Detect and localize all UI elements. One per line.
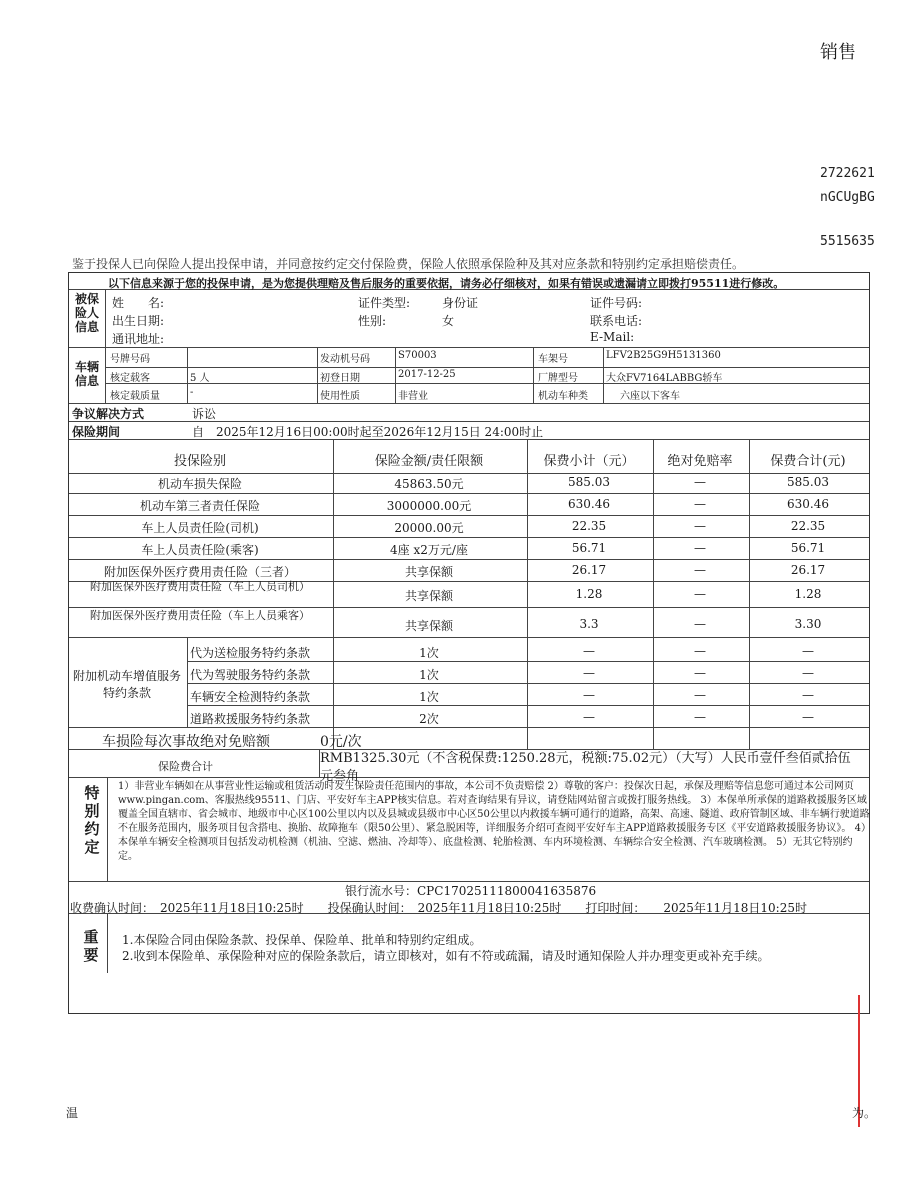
coverage-amount: 45863.50元 — [394, 477, 464, 491]
reference-number-1: 2722621 — [820, 166, 875, 181]
id-type-value: 身份证 — [442, 296, 479, 310]
plate-label: 号牌号码 — [110, 354, 150, 365]
coverage-deductible: — — [694, 475, 706, 489]
engine-label: 发动机号码 — [320, 354, 370, 365]
reference-number-3: 5515635 — [820, 234, 875, 249]
coverage-name: 车上人员责任险(乘客) — [141, 543, 259, 557]
coverage-name: 机动车第三者责任保险 — [139, 499, 260, 513]
coverage-deductible: — — [694, 563, 706, 577]
coverage-subtotal: 56.71 — [571, 541, 607, 555]
insured-name-label: 姓 名: — [112, 296, 165, 310]
coverage-amount: 20000.00元 — [394, 521, 464, 535]
coverage-subtotal: 585.03 — [568, 475, 610, 489]
coverage-total: 1.28 — [794, 587, 822, 601]
coverage-deductible: — — [694, 587, 706, 601]
coverage-total: 585.03 — [787, 475, 829, 489]
service-subtotal: — — [583, 666, 595, 680]
service-total: — — [802, 710, 814, 724]
coverage-total: 26.17 — [790, 563, 826, 577]
reference-number-2: nGCUgBG — [820, 190, 875, 205]
period-value: 自 2025年12月16日00:00时起至2026年12月15日 24:00时止 — [192, 425, 544, 439]
model-label: 厂牌型号 — [538, 373, 578, 384]
service-total: — — [802, 666, 814, 680]
col-header-deductible: 绝对免赔率 — [667, 454, 733, 469]
gender-value: 女 — [442, 314, 455, 328]
deductible-value: 0元/次 — [320, 734, 362, 750]
vehicle-type-value: 六座以下客车 — [620, 391, 680, 402]
reg-date-label: 初登日期 — [320, 373, 360, 384]
service-name: 代为驾驶服务特约条款 — [190, 668, 311, 682]
service-name: 道路救援服务特约条款 — [190, 712, 311, 726]
coverage-deductible: — — [694, 617, 706, 631]
service-total: — — [802, 688, 814, 702]
col-header-amount: 保险金额/责任限额 — [374, 454, 484, 469]
service-amount: 2次 — [419, 712, 439, 726]
header-title-fragment: 销售 — [820, 42, 856, 63]
coverage-name: 附加医保外医疗费用责任险（车上人员乘客） — [90, 609, 310, 622]
service-name: 代为送检服务特约条款 — [190, 646, 311, 660]
coverage-total: 22.35 — [790, 519, 826, 533]
phone-label: 联系电话: — [590, 314, 643, 328]
seats-label: 核定载客 — [110, 373, 150, 384]
coverage-subtotal: 1.28 — [575, 587, 603, 601]
service-subtotal: — — [583, 710, 595, 724]
gender-label: 性别: — [358, 314, 387, 328]
important-label: 重要 — [83, 928, 99, 964]
usage-value: 非营业 — [398, 391, 428, 402]
coverage-total: 56.71 — [790, 541, 826, 555]
service-subtotal: — — [583, 644, 595, 658]
email-label: E-Mail: — [590, 330, 635, 344]
id-number-label: 证件号码: — [590, 296, 643, 310]
service-deductible: — — [694, 666, 706, 680]
vin-label: 车架号 — [538, 354, 568, 365]
col-header-subtotal: 保费小计（元） — [543, 454, 635, 469]
coverage-amount: 共享保额 — [404, 589, 453, 603]
service-amount: 1次 — [419, 668, 439, 682]
coverage-total: 630.46 — [787, 497, 829, 511]
special-label: 特别约定 — [84, 784, 100, 856]
service-amount: 1次 — [419, 646, 439, 660]
intro-statement: 鉴于投保人已向保险人提出投保申请，并同意按约定交付保险费，保险人依照承保险种及其对应条款和特别约定承担赔偿责任。 — [72, 257, 745, 271]
vehicle-section-label: 车辆信息 — [74, 360, 99, 388]
service-deductible: — — [694, 644, 706, 658]
premium-value: RMB1325.30元（不含税保费:1250.28元，税额:75.02元）（大写）人民币壹仟叁佰贰拾伍元叁角 — [320, 751, 851, 784]
coverage-total: 3.30 — [794, 617, 822, 631]
seats-value: 5 人 — [190, 373, 210, 384]
coverage-amount: 3000000.00元 — [386, 499, 472, 513]
bank-serial: 银行流水号：CPC17025111800041635876 — [345, 884, 597, 898]
coverage-subtotal: 630.46 — [568, 497, 610, 511]
address-label: 通讯地址: — [112, 332, 165, 346]
usage-label: 使用性质 — [320, 391, 360, 402]
coverage-name: 附加医保外医疗费用责任险（三者） — [103, 565, 296, 579]
weight-value: - — [190, 387, 194, 398]
insured-section-label: 被保险人信息 — [74, 292, 99, 334]
coverage-deductible: — — [694, 541, 706, 555]
service-subtotal: — — [583, 688, 595, 702]
coverage-deductible: — — [694, 497, 706, 511]
important-note-1: 1.本保险合同由保险条款、投保单、保险单、批单和特别约定组成。 — [122, 933, 482, 947]
premium-label: 保险费合计 — [158, 760, 213, 773]
col-header-coverage: 投保险别 — [173, 454, 226, 469]
service-name: 车辆安全检测特约条款 — [190, 690, 311, 704]
coverage-name: 车上人员责任险(司机) — [141, 521, 259, 535]
coverage-deductible: — — [694, 519, 706, 533]
reg-date-value: 2017-12-25 — [398, 369, 456, 380]
coverage-subtotal: 3.3 — [579, 617, 599, 631]
service-deductible: — — [694, 710, 706, 724]
engine-value: S70003 — [398, 350, 437, 361]
special-clause-text: 1）非营业车辆如在从事营业性运输或租赁活动时发生保险责任范围内的事故，本公司不负责赔偿 2）尊敬的客户：投保次日起，承保及理赔等信息您可通过本公司网页www.pingan.com、客服热线95511、门店、平安好车主APP核实信息。若对查询结果有异议，请登陆网站留言或拨打服务热线。 3）本保单所承保的道路救援服务区域覆盖全国直辖市、省会城市、地级市中心区100公里以内以及县城或县级市中心区50公里以内救援车辆可通行的道路，高架、高速、隧道、政府管制区域、非车辆行驶道路不在服务范围内，服务项目包含搭电、换胎、故障拖车（限50公里）、紧急脱困等，详细服务介绍可查阅平安好车主APP道路救援服务专区《平安道路救援服务协议》。 4）本保单车辆安全检测项目包括发动机检测（机油、空滤、燃油、冷却等）、底盘检测、轮胎检测、车内环境检测、车辆综合安全检测、汽车玻璃检测。 5）无其它特别约定。 — [118, 781, 870, 862]
deductible-label: 车损险每次事故绝对免赔额 — [102, 734, 270, 750]
bottom-fragment-right: 为。 — [852, 1106, 877, 1120]
bottom-fragment-left: 温 — [66, 1106, 79, 1120]
period-label: 保险期间 — [72, 425, 121, 439]
coverage-amount: 共享保额 — [404, 619, 453, 633]
service-deductible: — — [694, 688, 706, 702]
important-notes — [122, 932, 862, 964]
vehicle-type-label: 机动车种类 — [538, 391, 588, 402]
coverage-name: 附加医保外医疗费用责任险（车上人员司机） — [90, 580, 310, 593]
birth-date-label: 出生日期: — [112, 314, 165, 328]
coverage-subtotal: 22.35 — [571, 519, 607, 533]
coverage-name: 机动车损失保险 — [157, 477, 242, 491]
model-value: 大众FV7164LABBG轿车 — [606, 373, 723, 384]
confirmation-times: 收费确认时间： 2025年11月18日10:25时 投保确认时间： 2025年11月18日10:25时 打印时间： 2025年11月18日10:25时 — [70, 901, 807, 915]
coverage-amount: 4座 x2万元/座 — [390, 543, 468, 557]
col-header-total: 保费合计(元) — [770, 454, 846, 469]
dispute-label: 争议解决方式 — [72, 407, 145, 421]
weight-label: 核定载质量 — [110, 391, 160, 402]
id-type-label: 证件类型: — [358, 296, 411, 310]
value-added-group-label: 附加机动车增值服务特约条款 — [72, 669, 181, 700]
coverage-amount: 共享保额 — [404, 565, 453, 579]
dispute-value: 诉讼 — [192, 407, 217, 421]
important-note-2: 2.收到本保险单、承保险种对应的保险条款后，请立即核对，如有不符或疏漏，请及时通知保险人并办理变更或补充手续。 — [122, 949, 770, 963]
service-total: — — [802, 644, 814, 658]
vin-value: LFV2B25G9H5131360 — [606, 350, 721, 361]
notice-text: 以下信息来源于您的投保申请，是为您提供理赔及售后服务的重要依据，请务必仔细核对，如果有错误或遗漏请立即拨打95511进行修改。 — [108, 277, 785, 290]
coverage-subtotal: 26.17 — [571, 563, 607, 577]
service-amount: 1次 — [419, 690, 439, 704]
